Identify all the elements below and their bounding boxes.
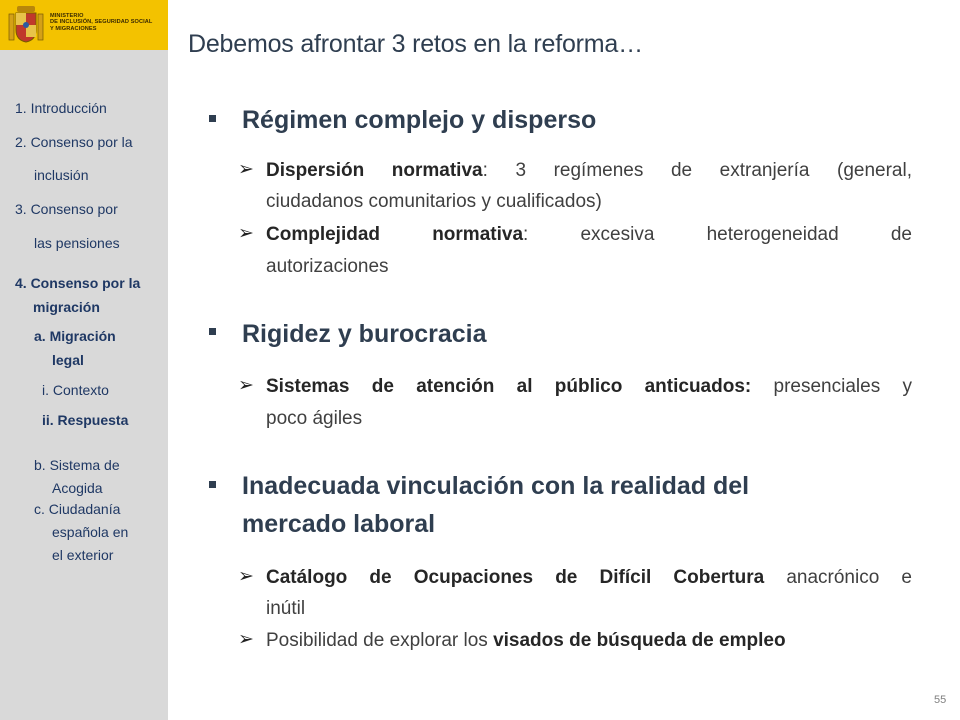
square-bullet-icon	[209, 481, 216, 488]
nav-item-migracion-cont[interactable]: migración	[33, 299, 100, 315]
nav-item-pensiones[interactable]: 3. Consenso por	[15, 201, 118, 217]
bullet-text-cont: ciudadanos comunitarios y cualificados)	[266, 191, 602, 212]
nav-item-ciudadania-cont2[interactable]: el exterior	[52, 547, 114, 563]
arrow-bullet-icon: ➢	[238, 566, 254, 587]
nav-item-migracion[interactable]: 4. Consenso por la	[15, 275, 141, 291]
nav-item-sistema-acogida[interactable]: b. Sistema de	[34, 457, 120, 473]
coat-of-arms-icon	[8, 4, 44, 44]
arrow-bullet-icon: ➢	[238, 629, 254, 650]
nav-item-sistema-acogida-cont[interactable]: Acogida	[52, 480, 103, 496]
section-heading: Inadecuada vinculación con la realidad del	[242, 472, 750, 500]
arrow-bullet-icon: ➢	[238, 375, 254, 396]
bullet-text: Posibilidad de explorar los visados de búsqueda de empleo	[266, 630, 786, 651]
bullet-text-cont: autorizaciones	[266, 256, 389, 277]
nav-item-migracion-legal[interactable]: a. Migración	[34, 328, 116, 344]
bullet-text: Complejidad normativa: excesiva heterogeneidad de	[266, 224, 912, 245]
bullet-text: Dispersión normativa: 3 regímenes de extranjería (general,	[266, 160, 913, 181]
bullet-text-cont: inútil	[266, 598, 306, 619]
sidebar	[0, 0, 168, 720]
nav-item-introduccion[interactable]: 1. Introducción	[15, 100, 107, 116]
bullet-text: Sistemas de atención al público anticuados: presenciales y	[266, 376, 912, 397]
square-bullet-icon	[209, 115, 216, 122]
nav-item-pensiones-cont[interactable]: las pensiones	[34, 235, 120, 251]
bullet-text-cont: poco ágiles	[266, 408, 363, 429]
nav-item-migracion-legal-cont[interactable]: legal	[52, 352, 84, 368]
ministry-name: MINISTERIO DE INCLUSIÓN, SEGURIDAD SOCIAL Y MIGRACIONES	[50, 13, 153, 32]
nav-item-ciudadania-cont[interactable]: española en	[52, 524, 129, 540]
nav-item-inclusion[interactable]: 2. Consenso por la	[15, 134, 133, 150]
arrow-bullet-icon: ➢	[238, 159, 254, 180]
section-heading-cont: mercado laboral	[242, 510, 436, 538]
square-bullet-icon	[209, 328, 216, 335]
nav-item-respuesta[interactable]: ii. Respuesta	[42, 412, 129, 428]
section-heading: Rigidez y burocracia	[242, 320, 487, 348]
nav-item-inclusion-cont[interactable]: inclusión	[34, 167, 89, 183]
ministry-logo	[0, 0, 168, 50]
slide-title: Debemos afrontar 3 retos en la reforma…	[188, 30, 643, 58]
nav-item-contexto[interactable]: i. Contexto	[42, 382, 109, 398]
page-number: 55	[934, 694, 947, 706]
section-heading: Régimen complejo y disperso	[242, 106, 597, 134]
nav-item-ciudadania[interactable]: c. Ciudadanía	[34, 501, 121, 517]
arrow-bullet-icon: ➢	[238, 223, 254, 244]
bullet-text: Catálogo de Ocupaciones de Difícil Cobertura anacrónico e	[266, 567, 912, 588]
